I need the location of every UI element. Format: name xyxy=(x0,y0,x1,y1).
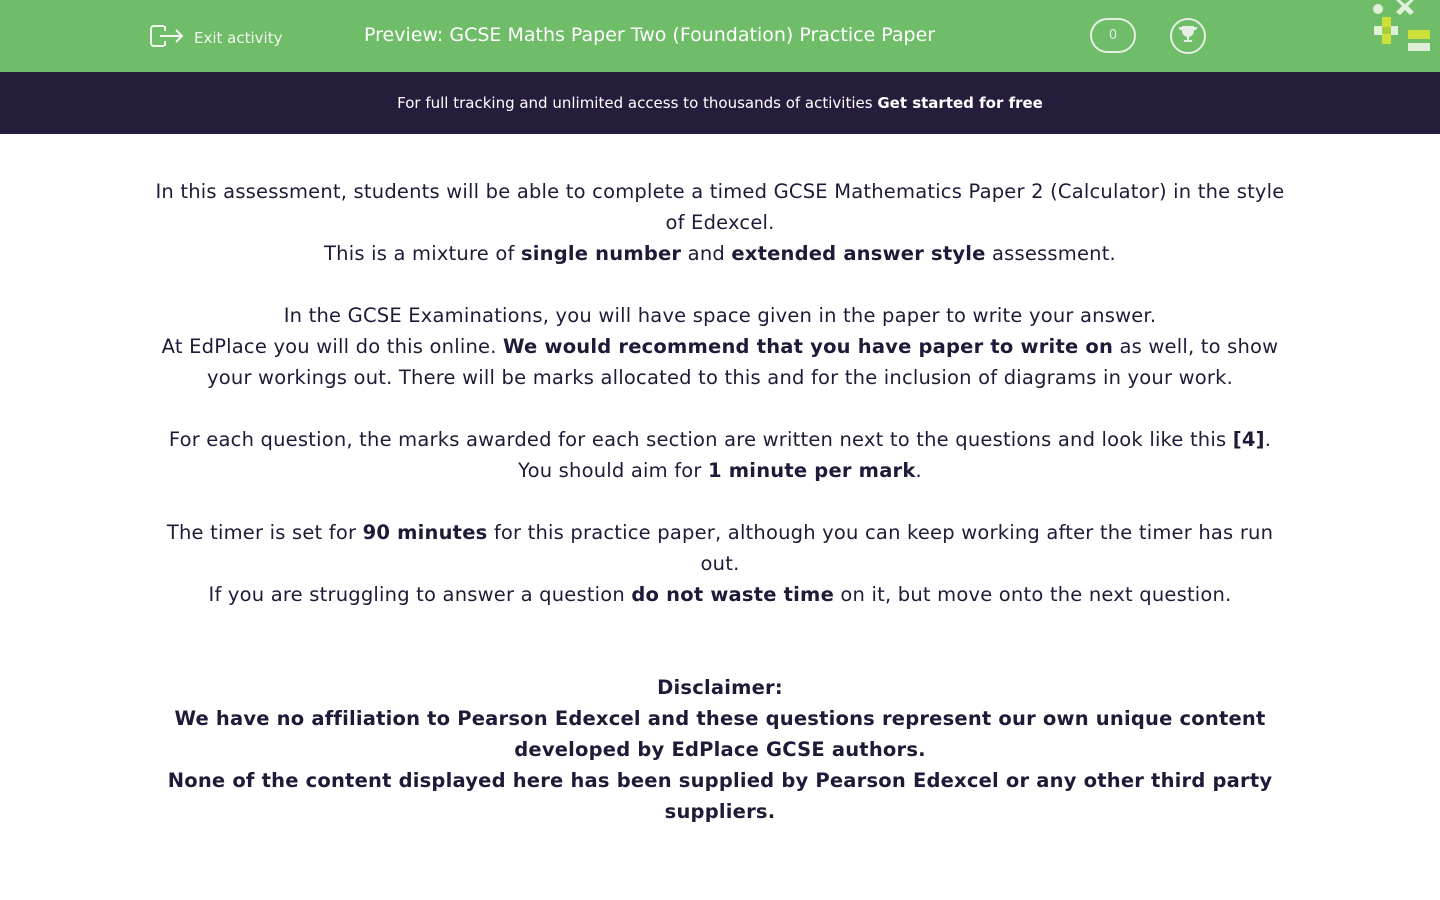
page-title: Preview: GCSE Maths Paper Two (Foundation) Practice Paper xyxy=(364,24,936,46)
score-badge: 0 xyxy=(1090,18,1136,53)
disclaimer-text: None of the content displayed here has been supplied by Pearson Edexcel or any other third party suppliers. xyxy=(167,769,1273,823)
intro-paragraph: The timer is set for 90 minutes for this practice paper, although you can keep working after the timer has run out. xyxy=(166,521,1274,575)
disclaimer-title: Disclaimer: xyxy=(657,676,783,699)
banner-text: For full tracking and unlimited access to thousands of activities xyxy=(397,94,878,112)
edplace-logo xyxy=(1368,0,1440,56)
intro-content xyxy=(150,0,1290,827)
intro-paragraph: In this assessment, students will be able to complete a timed GCSE Mathematics Paper 2 (Calculator) in the style of Edexcel. xyxy=(155,180,1285,234)
disclaimer-text: We have no affiliation to Pearson Edexcel and these questions represent our own unique content developed by EdPlace GCSE authors. xyxy=(174,707,1266,761)
intro-paragraph: For each question, the marks awarded for each section are written next to the questions and look like this [4]. xyxy=(168,428,1272,451)
exit-label: Exit activity xyxy=(194,29,283,47)
intro-paragraph: If you are struggling to answer a question do not waste time on it, but move onto the next question. xyxy=(208,583,1232,606)
intro-paragraph: This is a mixture of single number and extended answer style assessment. xyxy=(324,242,1116,265)
intro-paragraph: At EdPlace you will do this online. We would recommend that you have paper to write on as well, to show your workings out. There will be marks allocated to this and for the inclusion of diagrams in your work. xyxy=(161,335,1279,389)
get-started-link[interactable]: Get started for free xyxy=(877,94,1043,112)
intro-paragraph: You should aim for 1 minute per mark. xyxy=(518,459,922,482)
intro-paragraph: In the GCSE Examinations, you will have space given in the paper to write your answer. xyxy=(283,304,1157,327)
